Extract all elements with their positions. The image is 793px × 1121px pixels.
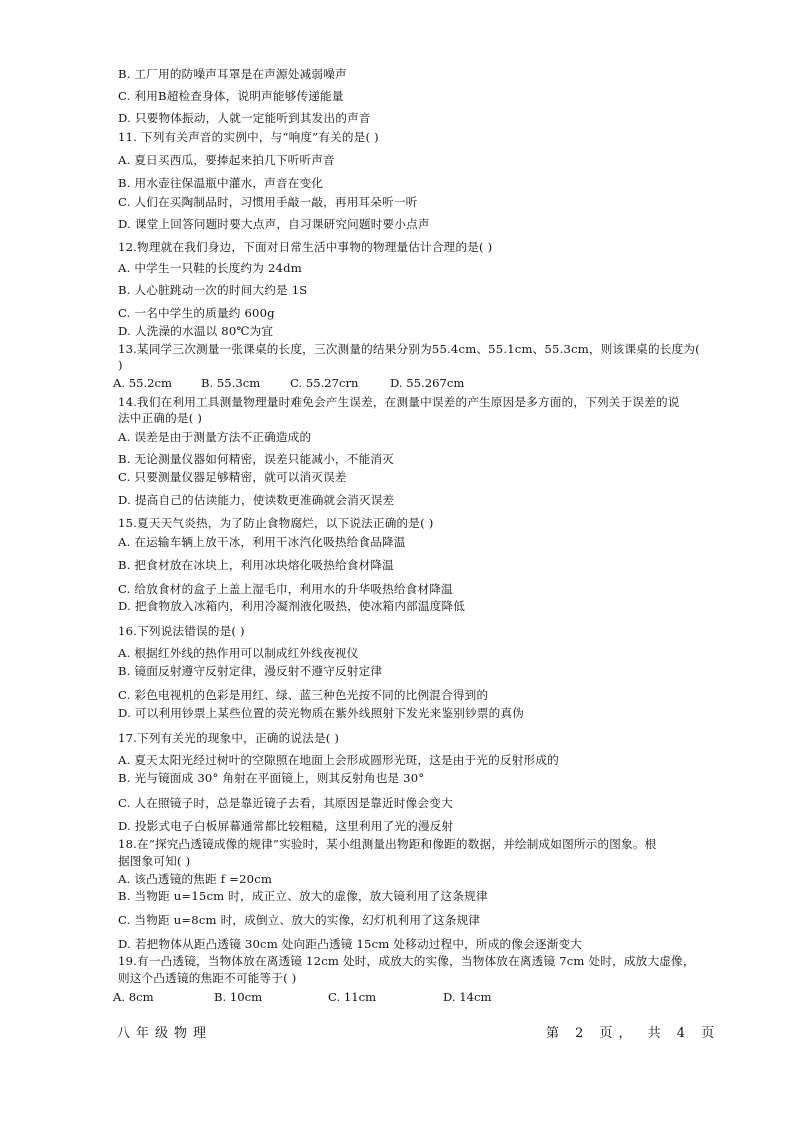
- q14-stem: 14.我们在利用工具测量物理量时难免会产生误差，在测量中误差的产生原因是多方面的，下列关于误差的说: [118, 395, 680, 409]
- q18-stem-2: 据图象可知( ): [118, 854, 191, 868]
- q18-option-b: B. 当物距 u=15cm 时，成正立、放大的虚像，放大镜利用了这条规律: [118, 889, 488, 903]
- q17-option-a: A. 夏天太阳光经过树叶的空隙照在地面上会形成圆形光斑，这是由于光的反射形成的: [118, 753, 559, 767]
- q10-option-c: C. 利用B超检查身体，说明声能够传递能量: [118, 89, 344, 103]
- q16-stem: 16.下列说法错误的是( ): [118, 624, 245, 638]
- q19-option-b: B. 10cm: [214, 990, 263, 1004]
- q17-option-b: B. 光与镜面成 30° 角射在平面镜上，则其反射角也是 30°: [118, 771, 425, 785]
- q19-option-a: A. 8cm: [113, 990, 154, 1004]
- q13-stem-end: ): [118, 358, 123, 372]
- q19-stem-2: 则这个凸透镜的焦距不可能等于( ): [118, 971, 297, 985]
- q11-option-a: A. 夏日买西瓜，要捧起来拍几下听听声音: [118, 153, 335, 167]
- footer-subject: 八年级物理: [117, 1026, 213, 1041]
- q12-option-b: B. 人心脏跳动一次的时间大约是 1S: [118, 283, 308, 297]
- q14-option-a: A. 误差是由于测量方法不正确造成的: [118, 430, 312, 444]
- q11-option-d: D. 课堂上回答问题时要大点声，自习课研究问题时要小点声: [118, 217, 430, 231]
- q19-option-c: C. 11cm: [328, 990, 377, 1004]
- q10-option-b: B. 工厂用的防噪声耳罩是在声源处减弱噪声: [118, 67, 347, 81]
- q11-option-b: B. 用水壶往保温瓶中灌水，声音在变化: [118, 176, 324, 190]
- q17-option-d: D. 投影式电子白板屏幕通常都比较粗糙，这里利用了光的漫反射: [118, 819, 454, 833]
- q16-option-a: A. 根据红外线的热作用可以制成红外线夜视仪: [118, 646, 359, 660]
- q13-option-c: C. 55.27crn: [290, 376, 359, 390]
- q13-stem: 13.某同学三次测量一张课桌的长度，三次测量的结果分别为55.4cm、55.1cm、55.3cm，则该课桌的长度为(: [118, 342, 700, 356]
- q16-option-d: D. 可以利用钞票上某些位置的荧光物质在紫外线照射下发光来鉴别钞票的真伪: [118, 706, 525, 720]
- q13-option-a: A. 55.2cm: [113, 376, 173, 390]
- q13-option-b: B. 55.3cm: [201, 376, 261, 390]
- q13-options: [113, 376, 513, 390]
- q19-option-d: D. 14cm: [443, 990, 492, 1004]
- q14-stem-2: 法中正确的是( ): [118, 411, 203, 425]
- q12-option-c: C. 一名中学生的质量约 600g: [118, 306, 275, 320]
- q18-stem: 18.在“探究凸透镜成像的规律”实验时，某小组测量出物距和像距的数据，并绘制成如图所示的图象。根: [118, 837, 657, 851]
- q15-option-a: A. 在运输车辆上放干冰，利用干冰汽化吸热给食品降温: [118, 535, 406, 549]
- q11-stem: 11. 下列有关声音的实例中，与“响度”有关的是( ): [118, 130, 379, 144]
- q10-option-d: D. 只要物体振动，人就一定能听到其发出的声音: [118, 111, 371, 125]
- q18-option-d: D. 若把物体从距凸透镜 30cm 处向距凸透镜 15cm 处移动过程中，所成的像会逐渐变大: [118, 937, 583, 951]
- q14-option-b: B. 无论测量仪器如何精密，误差只能减小，不能消灭: [118, 452, 394, 466]
- q16-option-c: C. 彩色电视机的色彩是用红、绿、蓝三种色光按不同的比例混合得到的: [118, 688, 489, 702]
- footer-page-number: 第 2 页， 共 4 页: [546, 1026, 721, 1041]
- q15-option-b: B. 把食材放在冰块上，利用冰块熔化吸热给食材降温: [118, 558, 394, 572]
- q12-option-a: A. 中学生一只鞋的长度约为 24dm: [118, 261, 302, 275]
- q12-stem: 12.物理就在我们身边，下面对日常生活中事物的物理量估计合理的是( ): [118, 240, 493, 254]
- q15-option-d: D. 把食物放入冰箱内，利用冷凝剂液化吸热，使冰箱内部温度降低: [118, 599, 466, 613]
- q18-option-a: A. 该凸透镜的焦距 f =20cm: [118, 872, 273, 886]
- q19-options: [113, 990, 513, 1004]
- q18-option-c: C. 当物距 u=8cm 时，成倒立、放大的实像，幻灯机利用了这条规律: [118, 913, 481, 927]
- q17-stem: 17.下列有关光的现象中，正确的说法是( ): [118, 731, 340, 745]
- q15-option-c: C. 给放食材的盒子上盖上湿毛巾，利用水的升华吸热给食材降温: [118, 582, 453, 596]
- q16-option-b: B. 镜面反射遵守反射定律，漫反射不遵守反射定律: [118, 664, 383, 678]
- q14-option-d: D. 提高自己的估读能力，使读数更准确就会消灭误差: [118, 493, 395, 507]
- q19-stem: 19.有一凸透镜，当物体放在离透镜 12cm 处时，成放大的实像，当物体放在离透镜 7cm 处时，成放大虚像，: [118, 954, 695, 968]
- q13-option-d: D. 55.267cm: [390, 376, 465, 390]
- q17-option-c: C. 人在照镜子时，总是靠近镜子去看，其原因是靠近时像会变大: [118, 796, 453, 810]
- q15-stem: 15.夏天天气炎热，为了防止食物腐烂，以下说法正确的是( ): [118, 516, 434, 530]
- q11-option-c: C. 人们在买陶制品时，习惯用手敲一敲，再用耳朵听一听: [118, 195, 418, 209]
- q12-option-d: D. 人洗澡的水温以 80℃为宜: [118, 324, 274, 338]
- q14-option-c: C. 只要测量仪器足够精密，就可以消灭误差: [118, 470, 347, 484]
